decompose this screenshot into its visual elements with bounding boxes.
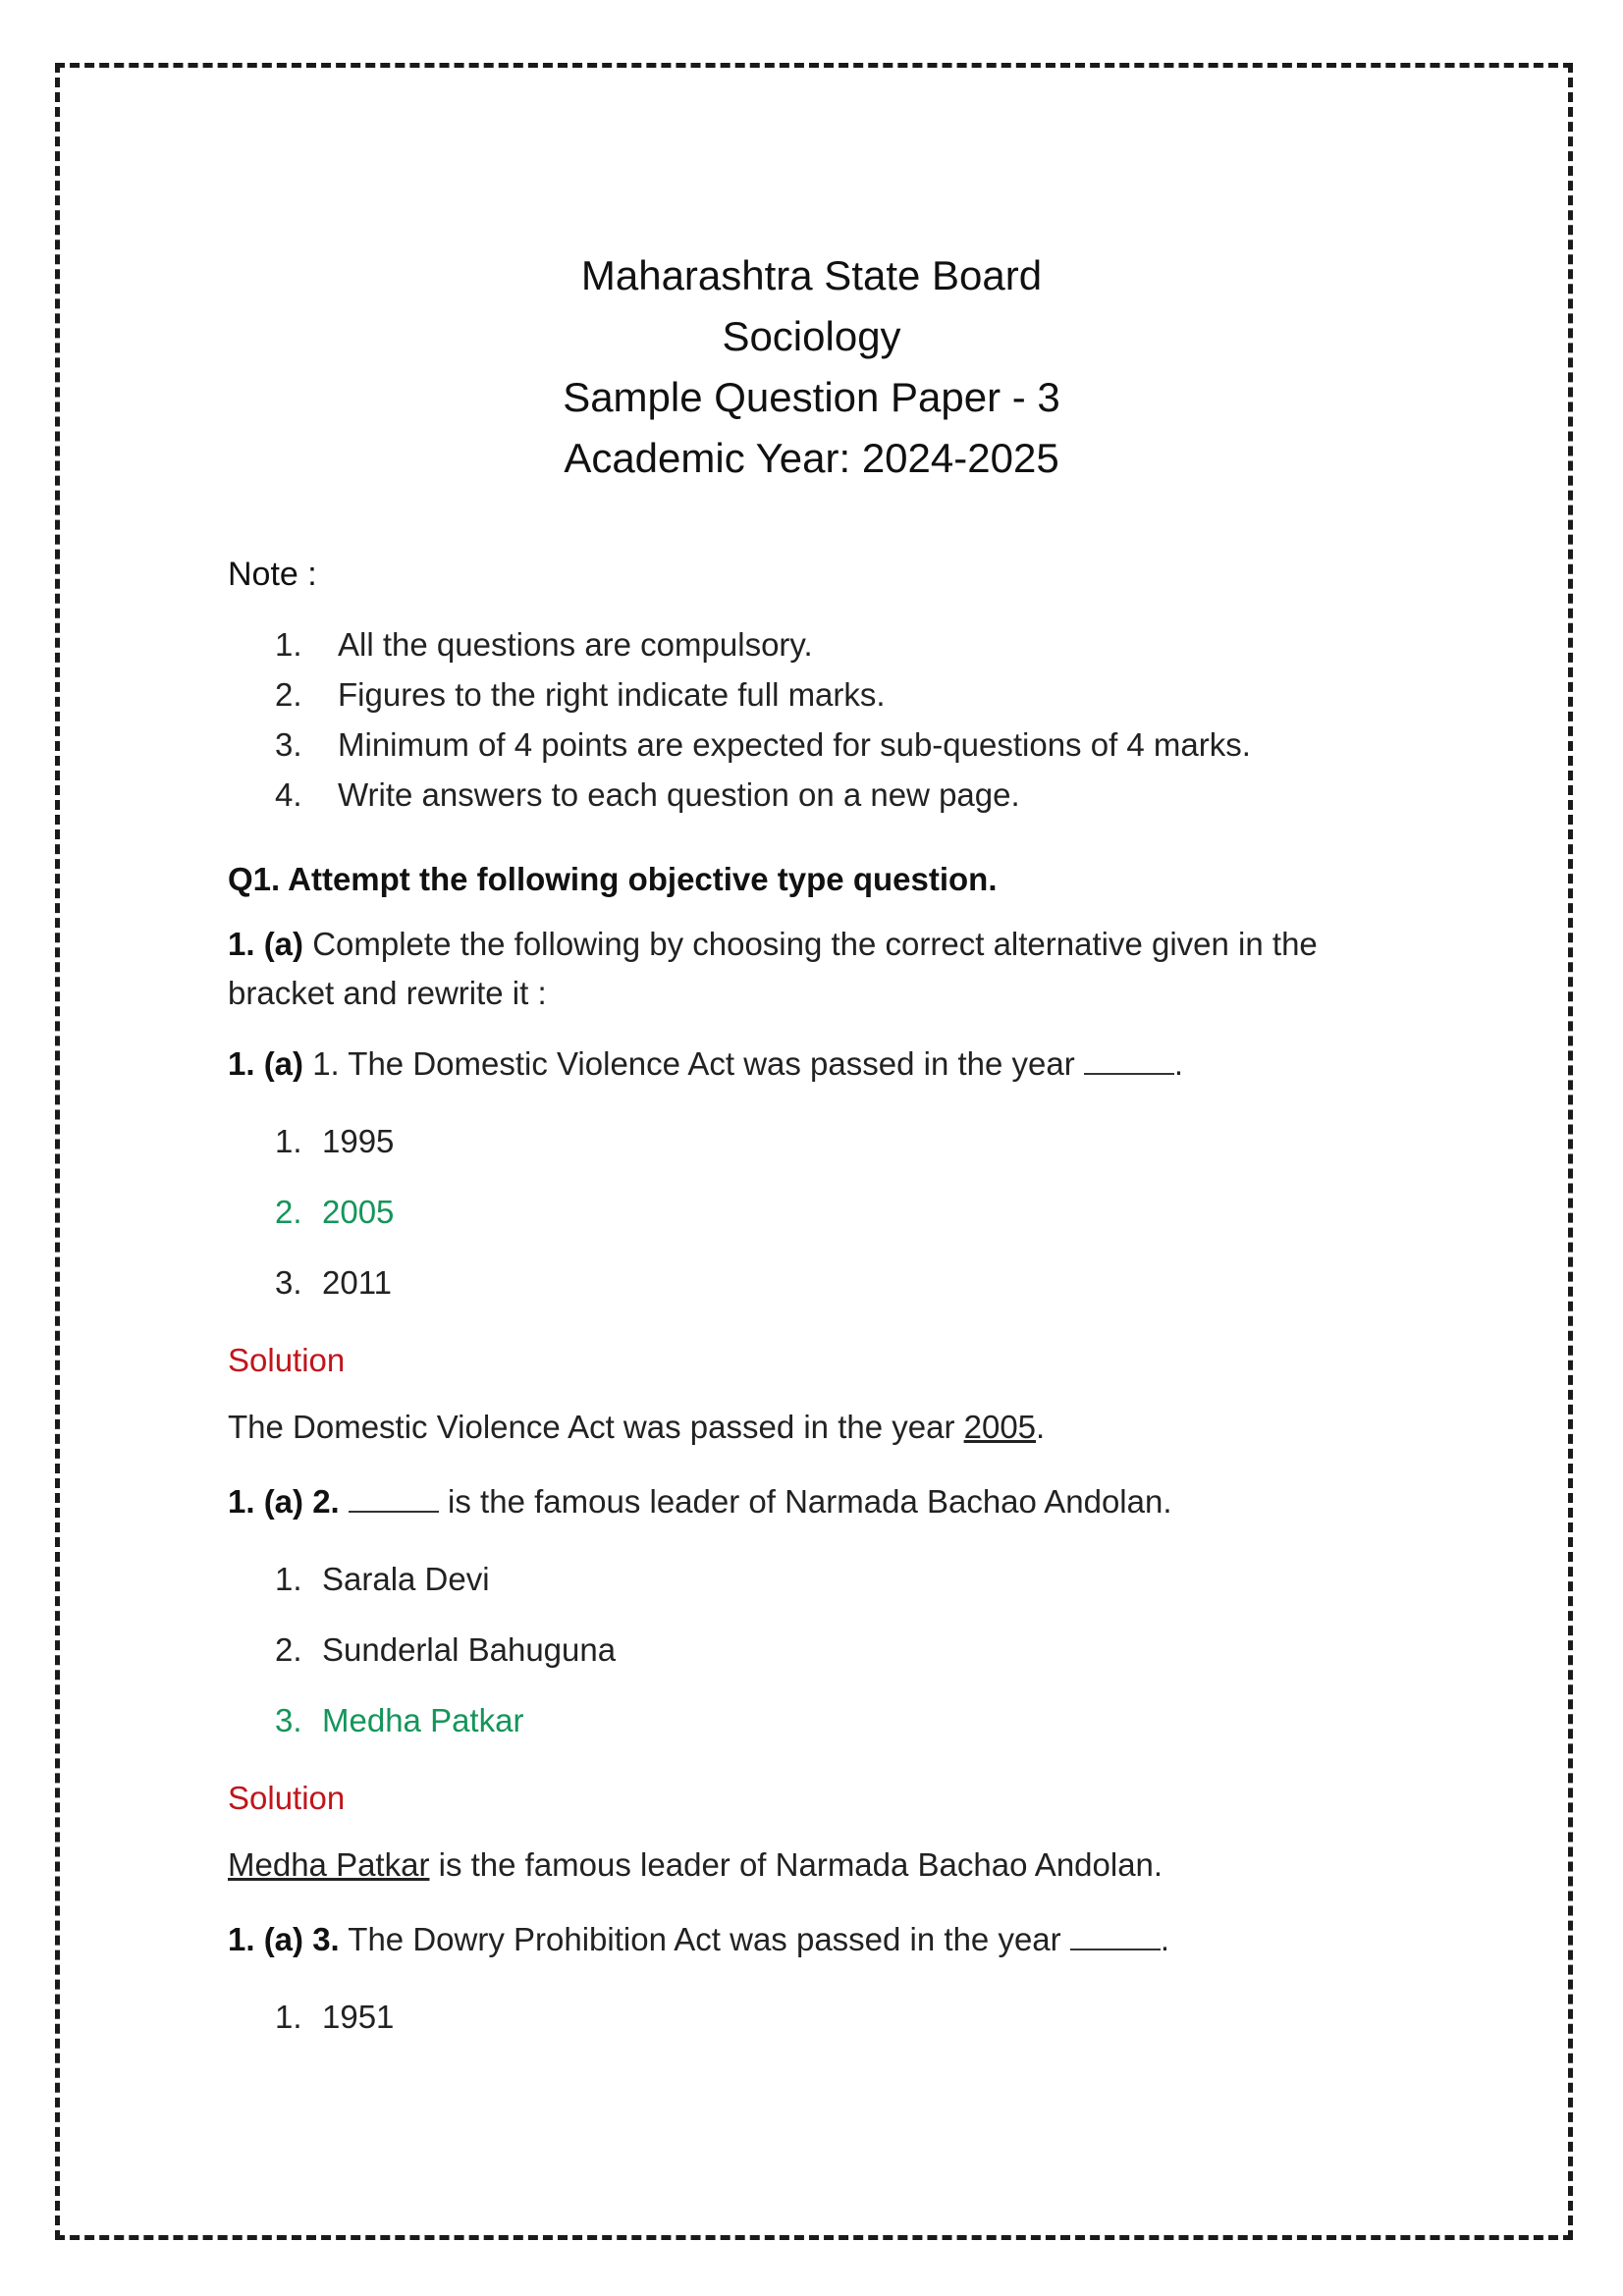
solution-answer — [228, 1837, 1416, 1894]
fill-blank — [1084, 1045, 1174, 1075]
board-name: Maharashtra State Board — [580, 252, 1043, 298]
note-item-number: 2. — [275, 676, 302, 713]
question-text-before: 1. The Domestic Violence Act was passed in the year — [303, 1045, 1084, 1082]
answer-text-before: The Domestic Violence Act was passed in the year — [228, 1409, 964, 1445]
option-text: Medha Patkar — [322, 1702, 524, 1738]
option-text: 1951 — [322, 1999, 395, 2035]
option-number: 3. — [275, 1264, 302, 1301]
paper-title: Sample Question Paper - 3 — [563, 374, 1060, 420]
note-title: Note : — [228, 556, 317, 593]
paper-header — [0, 245, 1623, 489]
option-item — [228, 1982, 1416, 2053]
option-item — [228, 1248, 1416, 1318]
question-1-options — [228, 1106, 1416, 1318]
option-text: Sarala Devi — [322, 1561, 490, 1597]
note-item-text: Figures to the right indicate full marks. — [338, 676, 886, 713]
question-2-options — [228, 1544, 1416, 1756]
question-text-after: . — [1160, 1921, 1169, 1957]
note-item-text: All the questions are compulsory. — [338, 626, 813, 663]
option-text: 2005 — [322, 1194, 395, 1230]
note-item — [228, 669, 1416, 720]
option-number: 1. — [275, 1999, 302, 2035]
document-body — [228, 245, 1416, 2053]
option-item — [228, 1544, 1416, 1615]
question-text-before: The Dowry Prohibition Act was passed in the year — [339, 1921, 1070, 1957]
note-item — [228, 770, 1416, 820]
note-item-number: 3. — [275, 726, 302, 763]
option-text: 2011 — [322, 1264, 392, 1301]
academic-year: Academic Year: 2024-2025 — [564, 435, 1059, 481]
instruction-label: 1. (a) — [228, 926, 304, 962]
q1-instruction — [228, 920, 1416, 1018]
note-item — [228, 720, 1416, 770]
fill-blank — [349, 1483, 439, 1513]
note-item-text: Write answers to each question on a new page. — [338, 776, 1020, 813]
option-number: 3. — [275, 1702, 302, 1738]
solution-answer — [228, 1399, 1416, 1456]
option-item-correct — [228, 1685, 1416, 1756]
answer-key: Medha Patkar — [228, 1846, 430, 1883]
option-text: Sunderlal Bahuguna — [322, 1631, 617, 1668]
option-number: 1. — [275, 1561, 302, 1597]
answer-key: 2005 — [963, 1409, 1037, 1445]
option-number: 1. — [275, 1123, 302, 1159]
question-2 — [228, 1477, 1416, 1526]
note-item-number: 1. — [275, 626, 302, 663]
note-item — [228, 619, 1416, 669]
option-number: 2. — [275, 1194, 302, 1230]
subject-name: Sociology — [722, 313, 901, 359]
option-item-correct — [228, 1177, 1416, 1248]
question-1 — [228, 1040, 1416, 1089]
question-3-options — [228, 1982, 1416, 2053]
instruction-text: Complete the following by choosing the correct alternative given in the bracket and rewrite it : — [228, 926, 1318, 1011]
q1-title: Q1. Attempt the following objective type question. — [228, 861, 998, 897]
question-text-before — [340, 1483, 349, 1520]
option-item — [228, 1106, 1416, 1177]
option-item — [228, 1615, 1416, 1685]
question-text-after: is the famous leader of Narmada Bachao Andolan. — [438, 1483, 1172, 1520]
answer-text-after: . — [1036, 1409, 1046, 1445]
note-item-number: 4. — [275, 776, 302, 813]
note-list — [228, 619, 1416, 820]
question-label: 1. (a) 2. — [228, 1483, 340, 1520]
question-label: 1. (a) 3. — [228, 1921, 340, 1957]
solution-label: Solution — [228, 1780, 346, 1816]
answer-text-after: is the famous leader of Narmada Bachao Andolan. — [429, 1846, 1163, 1883]
note-item-text: Minimum of 4 points are expected for sub-questions of 4 marks. — [338, 726, 1251, 763]
option-text: 1995 — [322, 1123, 395, 1159]
option-number: 2. — [275, 1631, 302, 1668]
question-text-after: . — [1173, 1045, 1184, 1082]
question-3 — [228, 1915, 1416, 1964]
solution-label: Solution — [228, 1342, 346, 1378]
question-label: 1. (a) — [228, 1045, 304, 1082]
fill-blank — [1070, 1921, 1161, 1950]
